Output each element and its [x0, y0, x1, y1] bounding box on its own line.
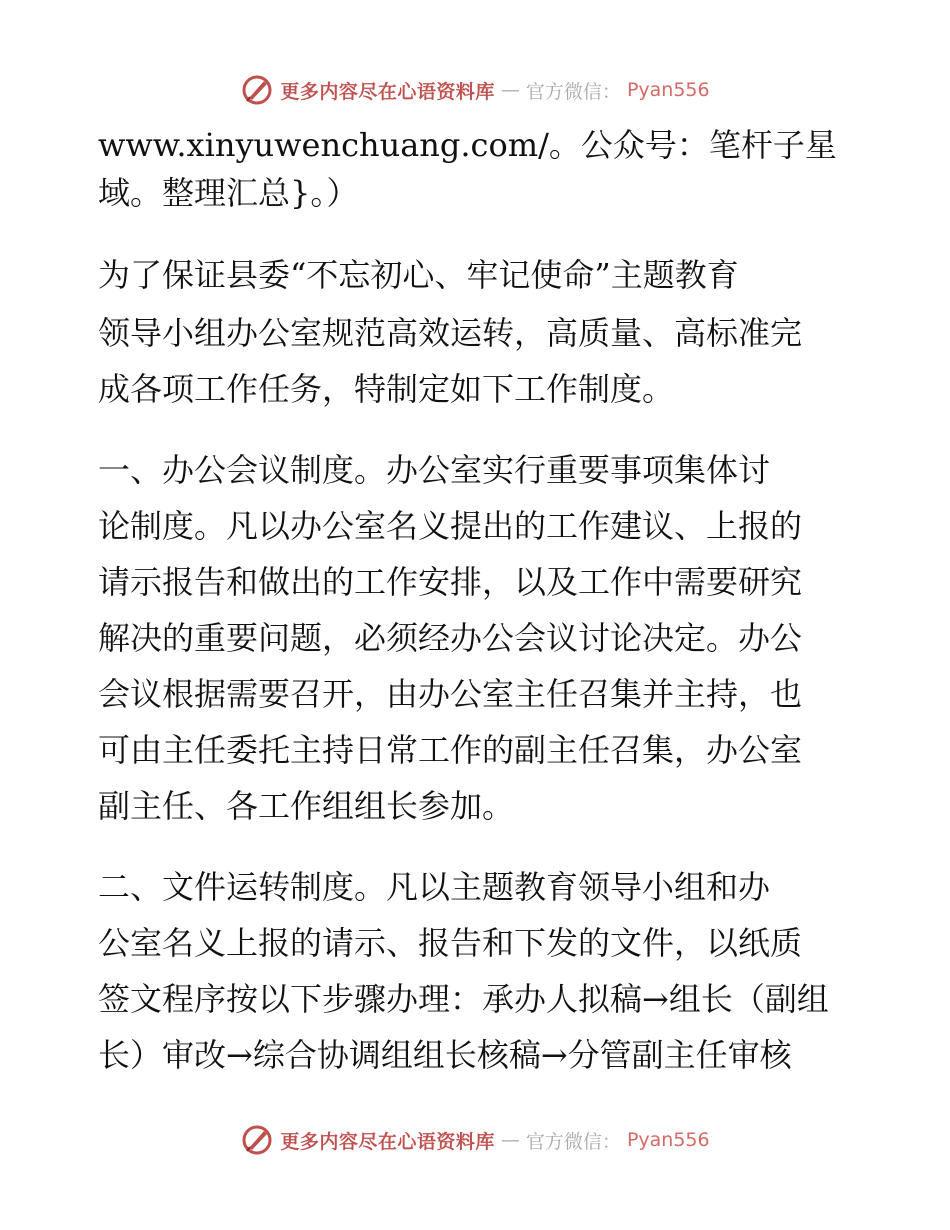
footer-watermark [0, 1120, 950, 1160]
text-line: 请示报告和做出的工作安排，以及工作中需要研究 [98, 563, 803, 601]
header-watermark [0, 70, 950, 110]
quill-pen-logo-icon [240, 1123, 274, 1157]
text-line: 成各项工作任务，特制定如下工作制度。 [98, 370, 675, 408]
watermark-separator: — [500, 1129, 520, 1151]
watermark-official-label: 官方微信： [525, 80, 621, 103]
watermark-wechat-id: Pyan556 [626, 1129, 710, 1151]
text-line: 论制度。凡以办公室名义提出的工作建议、上报的 [98, 507, 803, 545]
text-line: www.xinyuwenchuang.com/。公众号：笔杆子星 [98, 126, 837, 164]
watermark-separator: — [500, 79, 520, 101]
watermark-wechat-id: Pyan556 [626, 79, 710, 101]
watermark-main-text: 更多内容尽在心语资料库 [280, 1130, 495, 1153]
text-line: 领导小组办公室规范高效运转，高质量、高标准完 [98, 314, 803, 352]
text-line: 会议根据需要召开，由办公室主任召集并主持，也 [98, 675, 803, 713]
paragraph-two-line: 二、文件运转制度。凡以主题教育领导小组和办 [98, 868, 771, 906]
quill-pen-logo-icon [240, 73, 274, 107]
text-line: 域。整理汇总}。） [98, 174, 359, 212]
text-line: 签文程序按以下步骤办理：承办人拟稿→组长（副组 [98, 980, 829, 1018]
watermark-main-text: 更多内容尽在心语资料库 [280, 80, 495, 103]
text-line: 可由主任委托主持日常工作的副主任召集，办公室 [98, 731, 803, 769]
text-line: 副主任、各工作组组长参加。 [98, 787, 515, 825]
document-body [98, 122, 858, 1078]
paragraph-one-line: 一、办公会议制度。办公室实行重要事项集体讨 [98, 451, 771, 489]
text-line: 公室名义上报的请示、报告和下发的文件，以纸质 [98, 924, 803, 962]
text-line: 解决的重要问题，必须经办公会议讨论决定。办公 [98, 619, 803, 657]
watermark-official-label: 官方微信： [525, 1130, 621, 1153]
text-line: 长）审改→综合协调组组长核稿→分管副主任审核 [98, 1036, 792, 1074]
paragraph-intro-line: 为了保证县委“不忘初心、牢记使命”主题教育 [98, 256, 739, 294]
